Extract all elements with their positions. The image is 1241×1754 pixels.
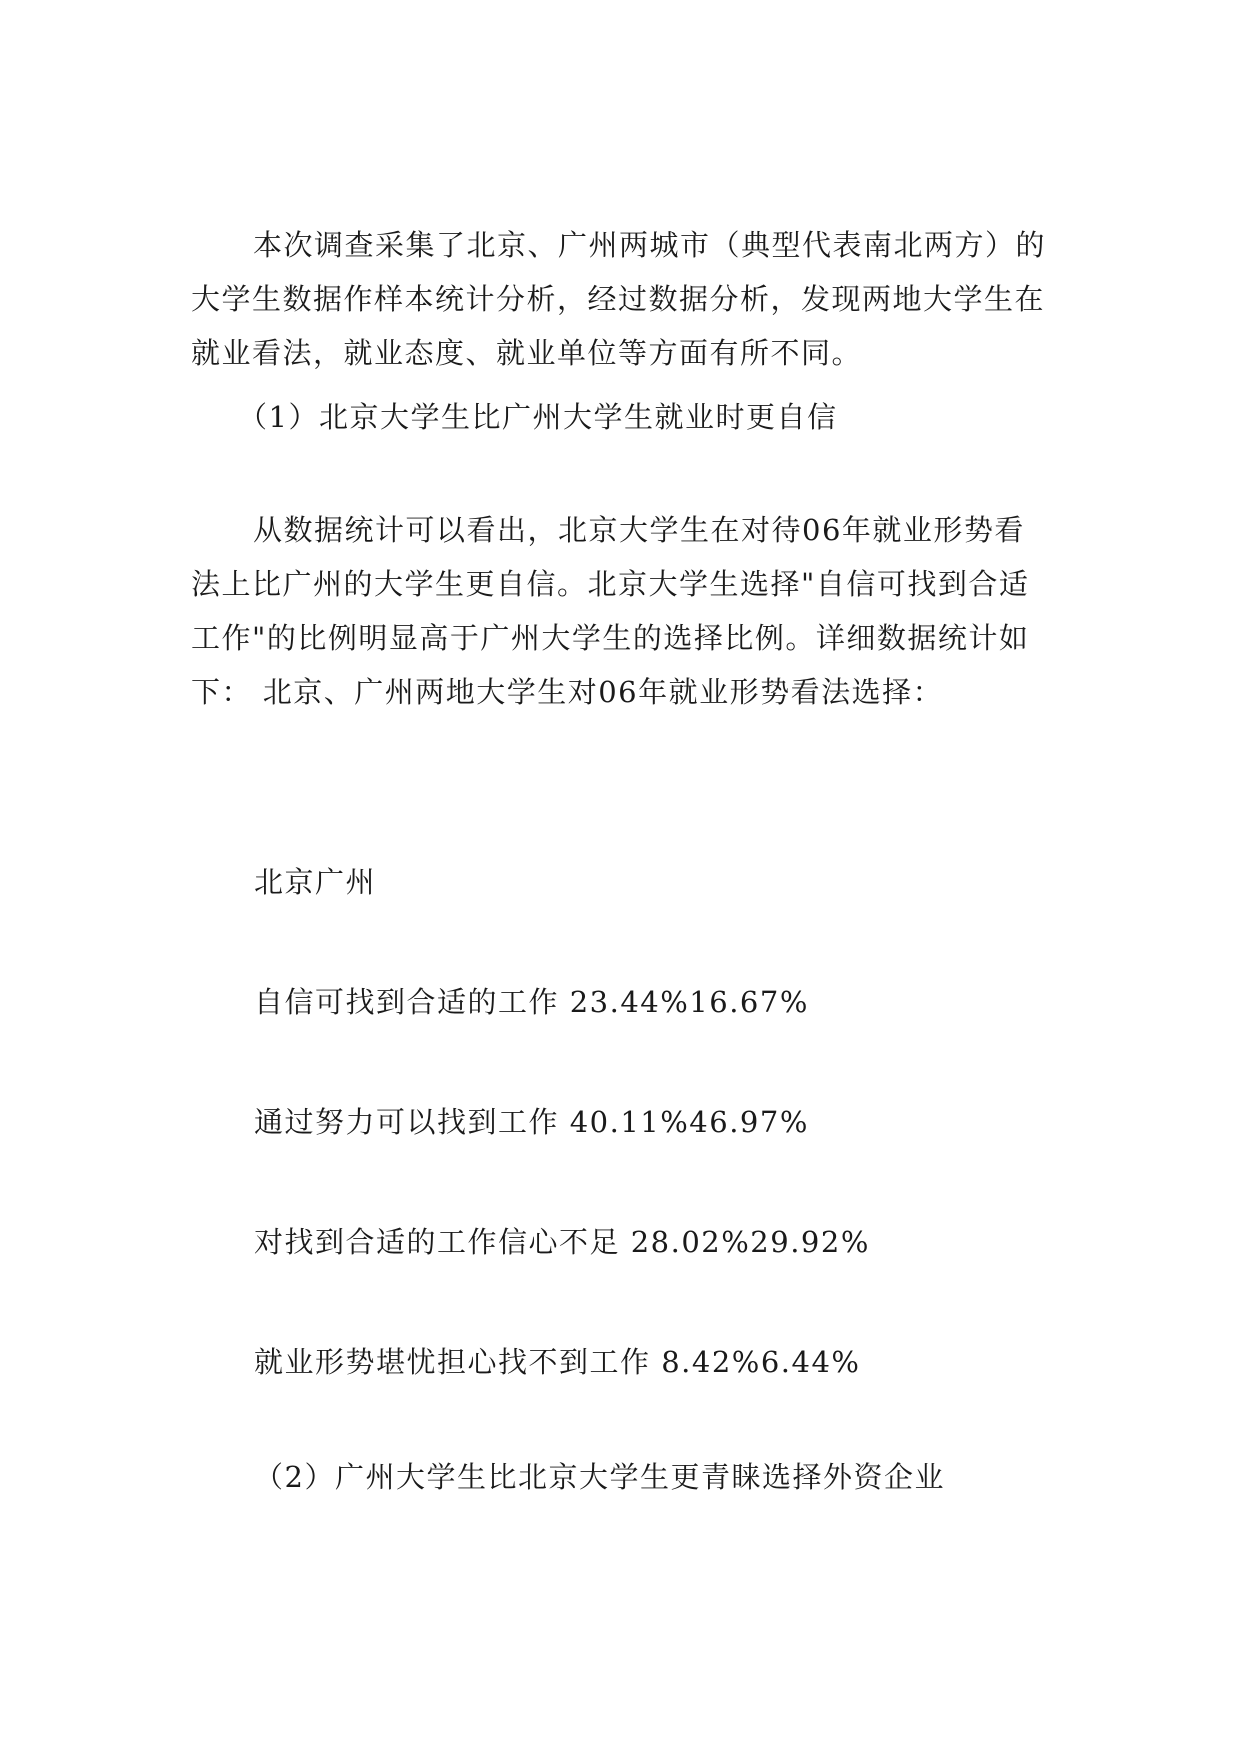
section-heading-1: （1）北京大学生比广州大学生就业时更自信 [238, 400, 838, 434]
data-row: 就业形势堪忧担心找不到工作 8.42%6.44% [254, 1345, 861, 1379]
data-row: 通过努力可以找到工作 40.11%46.97% [254, 1105, 809, 1139]
analysis-paragraph: 从数据统计可以看出，北京大学生在对待06年就业形势看法上比广州的大学生更自信。北京大学生选择"自信可找到合适工作"的比例明显高于广州大学生的选择比例。详细数据统计如下： 北京、广州两地大学生对06年就业形势看法选择： [191, 513, 1030, 709]
section-heading-2: （2）广州大学生比北京大学生更青睐选择外资企业 [254, 1460, 945, 1494]
data-row: 自信可找到合适的工作 23.44%16.67% [254, 985, 809, 1019]
data-row: 对找到合适的工作信心不足 28.02%29.92% [254, 1225, 870, 1259]
intro-paragraph: 本次调查采集了北京、广州两城市（典型代表南北两方）的大学生数据作样本统计分析，经过数据分析，发现两地大学生在就业看法，就业态度、就业单位等方面有所不同。 [191, 228, 1047, 370]
table-header: 北京广州 [254, 865, 377, 899]
